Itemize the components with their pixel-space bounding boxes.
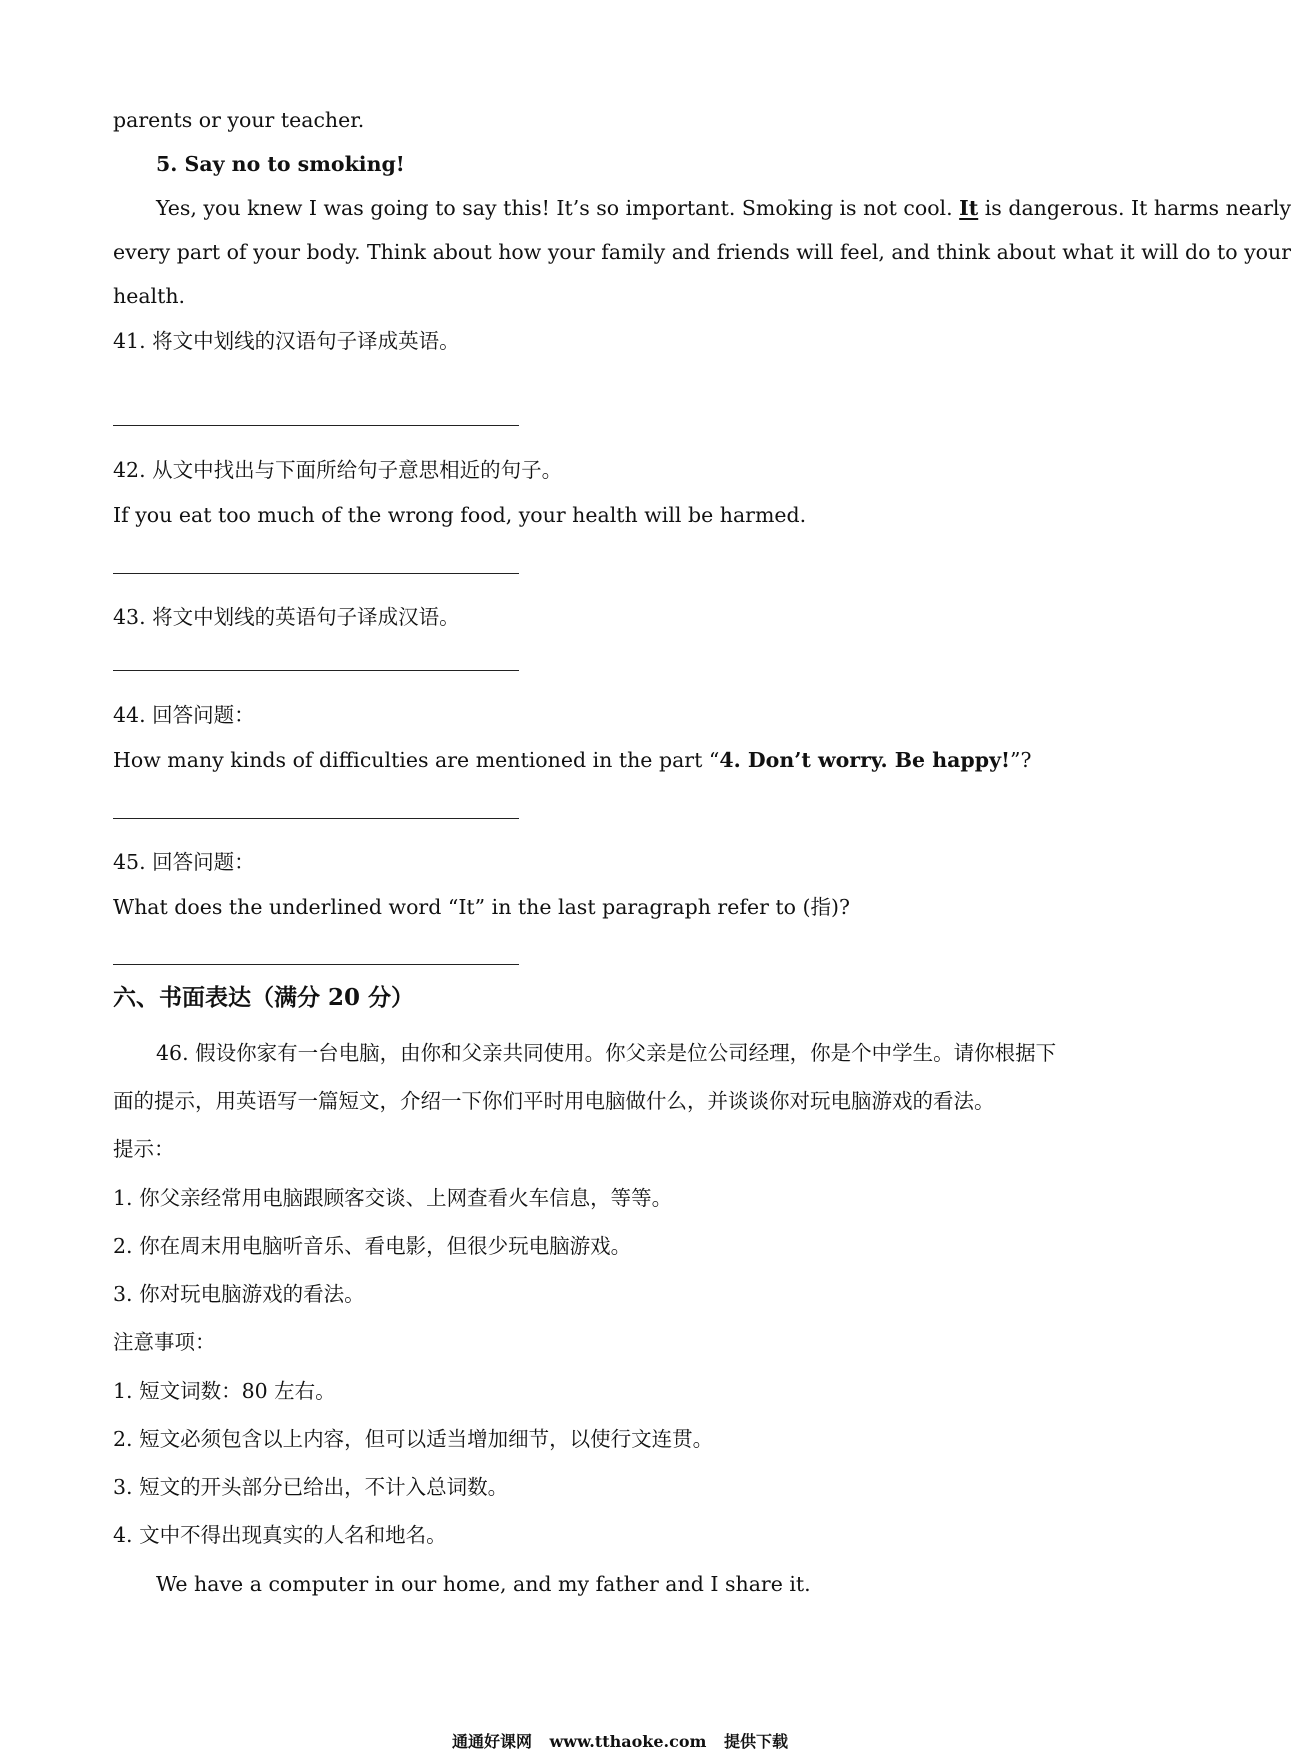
passage-line-2: every part of your body. Think about how your family and friends will feel, and think about what it will do to your [113,240,1291,264]
footer-site-name: 通通好课网 [451,1732,532,1751]
answer-line-43[interactable] [113,670,519,671]
note-item: 4. 文中不得出现真实的人名和地名。 [113,1523,447,1547]
hints-label: 提示： [113,1137,175,1161]
hint-item: 3. 你对玩电脑游戏的看法。 [113,1282,365,1306]
note-item: 3. 短文的开头部分已给出，不计入总词数。 [113,1475,509,1499]
page-footer [0,1729,1240,1752]
question-42-sentence: If you eat too much of the wrong food, your health will be harmed. [113,503,807,527]
question-44-text [113,747,1032,773]
question-43: 43. 将文中划线的英语句子译成汉语。 [113,605,460,629]
hint-item: 1. 你父亲经常用电脑跟顾客交谈、上网查看火车信息，等等。 [113,1186,673,1210]
question-44-text-start: How many kinds of difficulties are mentioned in the part “ [113,748,720,772]
question-44-text-end: ”? [1010,748,1032,772]
notes-label: 注意事项： [113,1330,216,1354]
passage-line-1-end: is dangerous. It harms nearly [978,196,1291,220]
question-44-part-title: 4. Don’t worry. Be happy! [719,748,1011,772]
note-item: 2. 短文必须包含以上内容，但可以适当增加细节，以使行文连贯。 [113,1427,714,1451]
writing-section-heading: 六、书面表达（满分 20 分） [113,984,415,1011]
passage-line-3: health. [113,284,186,308]
footer-suffix: 提供下载 [724,1732,789,1751]
hint-item: 2. 你在周末用电脑听音乐、看电影，但很少玩电脑游戏。 [113,1234,632,1258]
question-45: 45. 回答问题： [113,850,255,874]
answer-line-44[interactable] [113,818,519,819]
footer-url[interactable]: www.tthaoke.com [549,1732,707,1751]
passage-line-1 [156,195,1291,221]
passage-carry-over: parents or your teacher. [113,108,365,132]
section5-title: 5. Say no to smoking! [156,152,405,176]
question-41: 41. 将文中划线的汉语句子译成英语。 [113,329,460,353]
answer-line-45[interactable] [113,964,519,965]
writing-opening-sentence: We have a computer in our home, and my father and I share it. [156,1572,811,1596]
question-44: 44. 回答问题： [113,703,255,727]
passage-line-1-start: Yes, you knew I was going to say this! It’s so important. Smoking is not cool. [156,196,960,220]
question-45-text: What does the underlined word “It” in the last paragraph refer to (指)? [113,895,850,919]
question-42: 42. 从文中找出与下面所给句子意思相近的句子。 [113,458,563,482]
writing-prompt-line-1: 46. 假设你家有一台电脑，由你和父亲共同使用。你父亲是位公司经理，你是个中学生。请你根据下 [156,1041,1057,1065]
answer-line-42[interactable] [113,573,519,574]
answer-line-41[interactable] [113,425,519,426]
note-item: 1. 短文词数：80 左右。 [113,1379,336,1403]
writing-prompt-line-2: 面的提示，用英语写一篇短文，介绍一下你们平时用电脑做什么，并谈谈你对玩电脑游戏的看法。 [113,1089,995,1113]
underlined-word-it: It [959,196,979,220]
